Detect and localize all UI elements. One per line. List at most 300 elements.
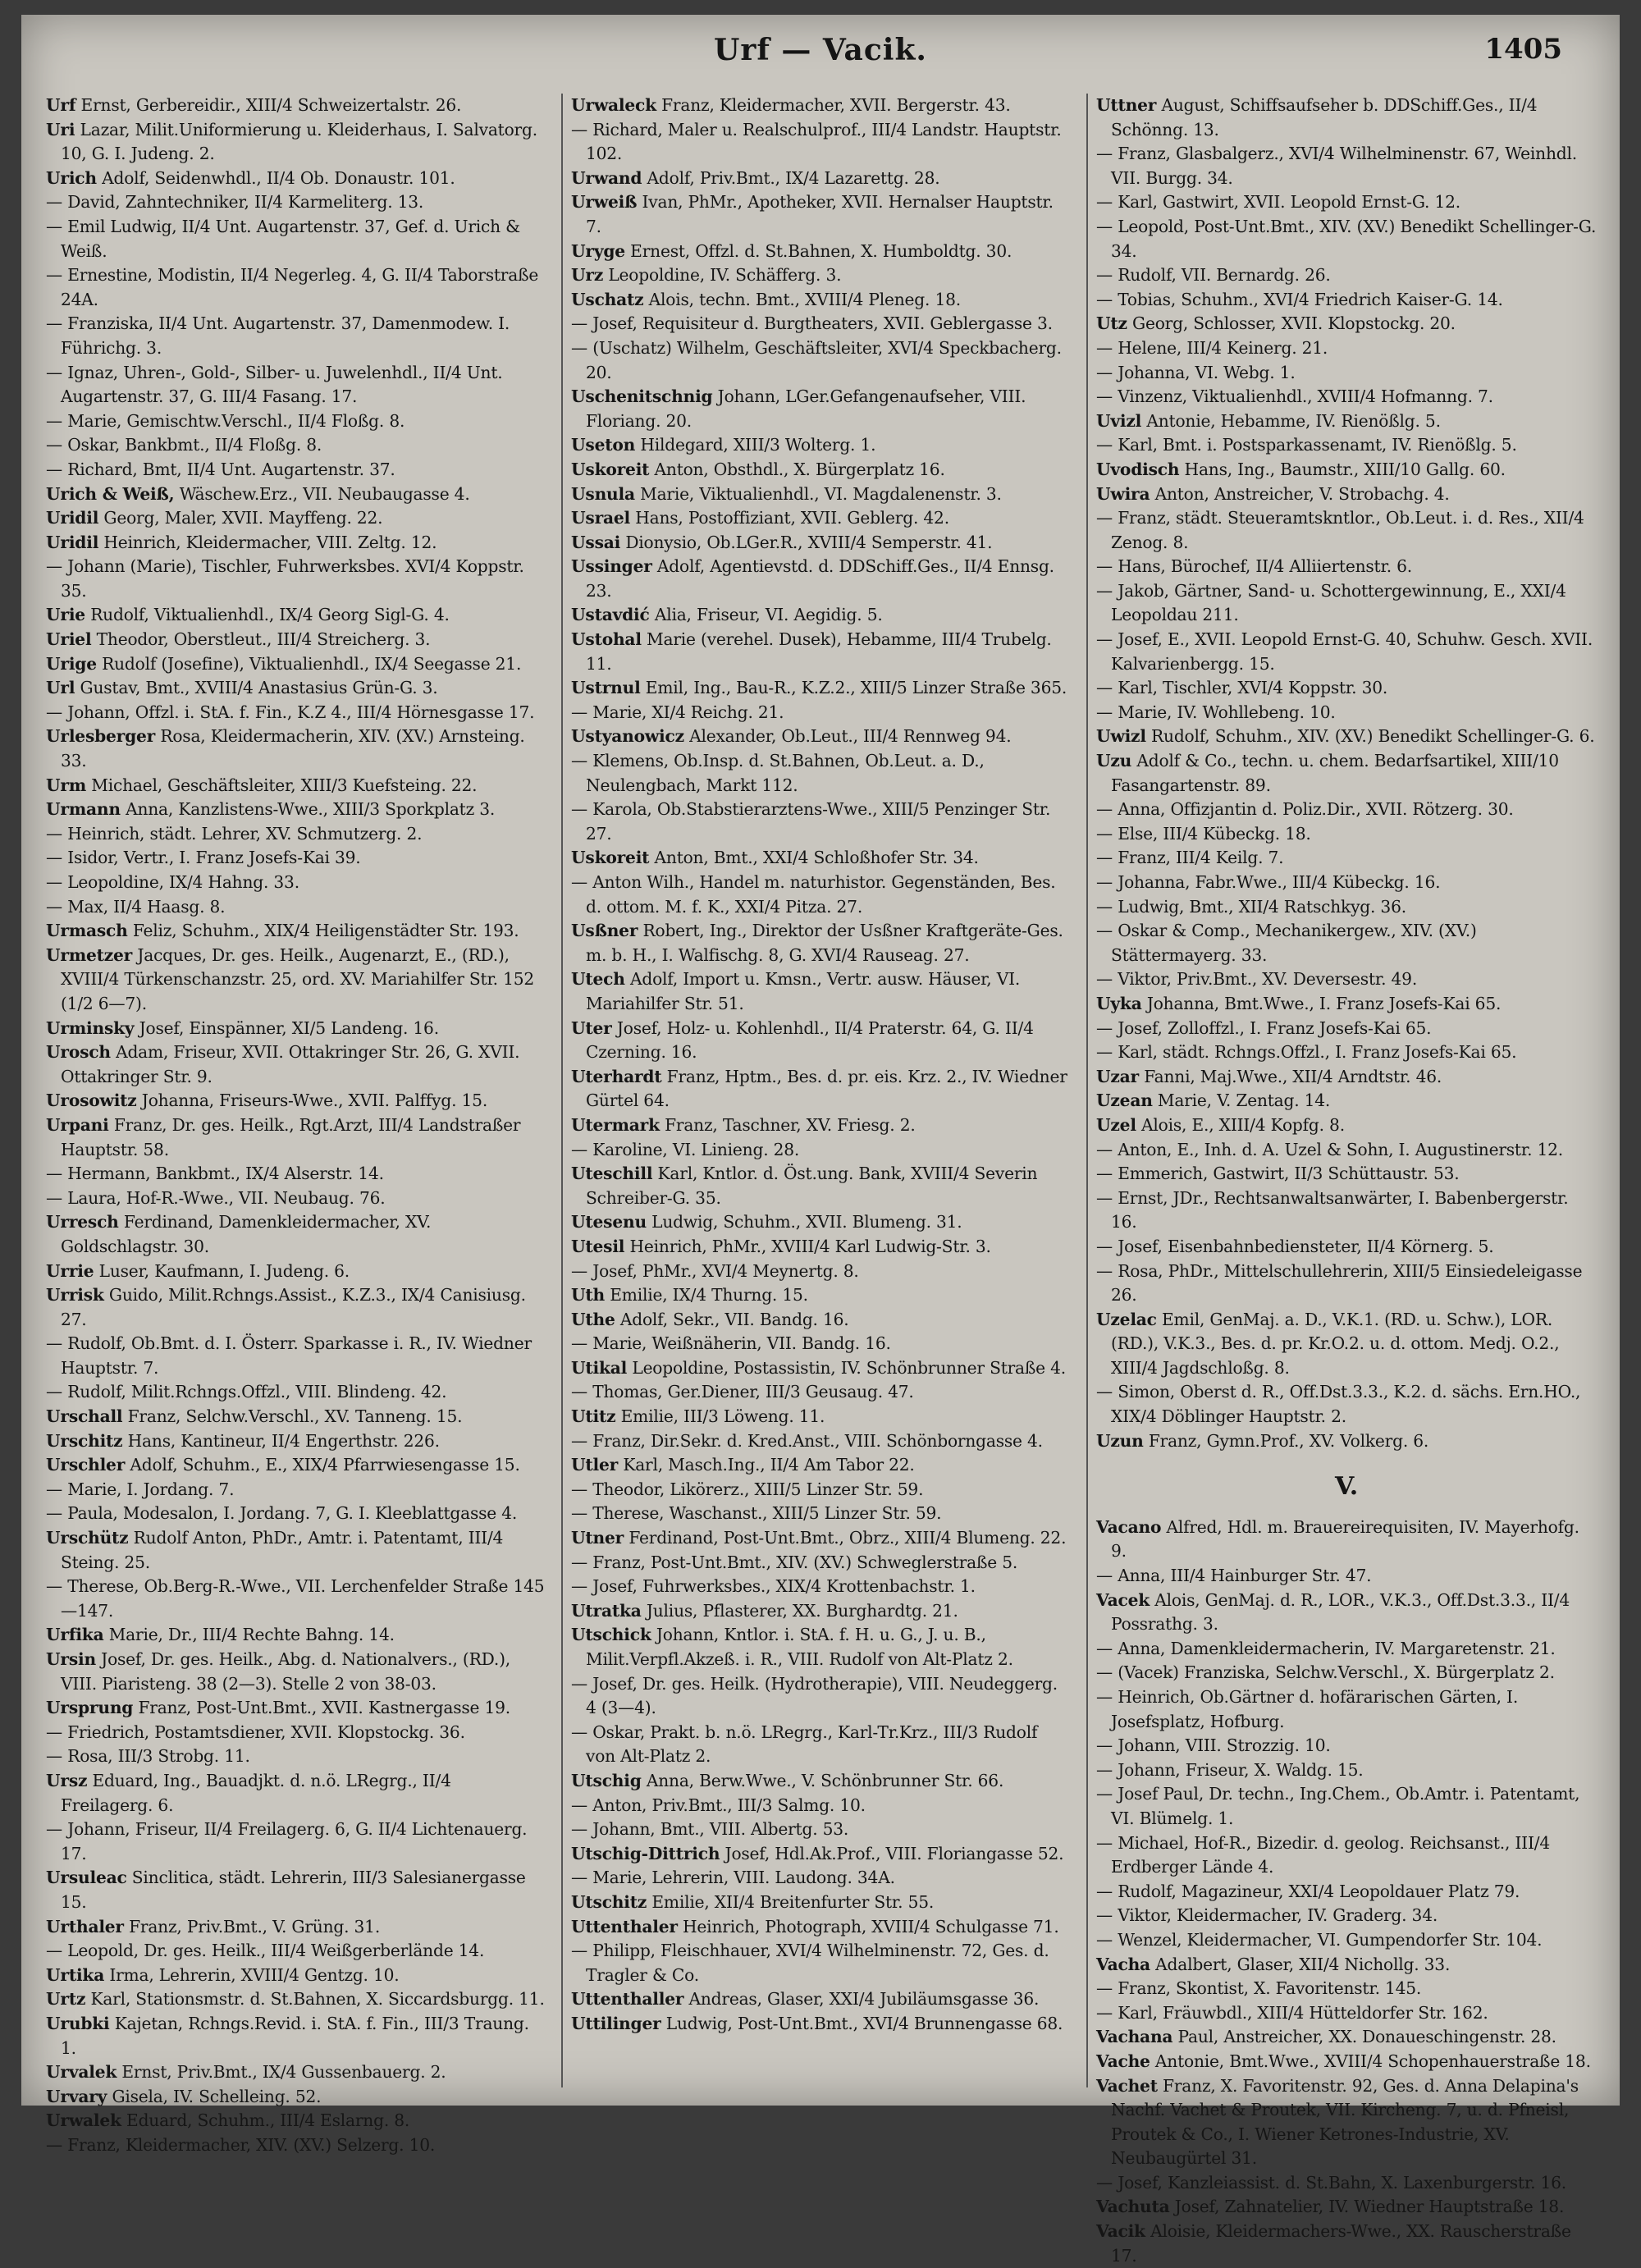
directory-entry <box>571 336 1072 385</box>
entry-details: — Karola, Ob.Stabstierarztens-Wwe., XIII/5 Penzinger Str. 27. <box>571 799 1051 844</box>
directory-entry <box>1096 749 1597 798</box>
entry-details: Antonie, Bmt.Wwe., XVIII/4 Schopenhauerstraße 18. <box>1154 2051 1591 2071</box>
entry-surname: Uridil <box>46 508 99 528</box>
directory-entry <box>571 288 1072 313</box>
directory-entry <box>46 1721 546 1745</box>
directory-entry <box>571 1915 1072 1940</box>
directory-entry <box>571 1429 1072 1454</box>
entry-surname: Uwizl <box>1096 726 1146 747</box>
entry-details: Emilie, III/3 Löweng. 11. <box>620 1406 825 1427</box>
directory-entry <box>571 190 1072 239</box>
entry-surname: Utschig <box>571 1770 642 1790</box>
entry-surname: Ursz <box>46 1770 88 1790</box>
entry-details: Anton, Obsthdl., X. Bürgerplatz 16. <box>654 459 945 479</box>
directory-entry <box>46 1040 546 1089</box>
entry-details: Johann, LGer.Gefangenaufseher, VIII. Floriang. 20. <box>586 386 1026 431</box>
entry-surname: Uvodisch <box>1096 459 1180 479</box>
entry-details: Adolf, Agentievstd. d. DDSchiff.Ges., II/4 Ennsg. 23. <box>586 556 1054 601</box>
entry-details: — Ernestine, Modistin, II/4 Negerleg. 4, G. II/4 Taborstraße 24A. <box>46 265 539 309</box>
entry-details: Michael, Geschäftsleiter, XIII/3 Kuefsteing. 22. <box>91 775 478 795</box>
entry-details: Adolf, Priv.Bmt., IX/4 Lazarettg. 28. <box>647 167 940 188</box>
entry-details: Eduard, Schuhm., III/4 Eslarng. 8. <box>126 2110 410 2131</box>
directory-entry <box>571 1356 1072 1381</box>
entry-surname: Urschler <box>46 1455 126 1475</box>
directory-entry <box>1096 1429 1597 1454</box>
entry-surname: Ussinger <box>571 556 652 577</box>
directory-entry <box>1096 2001 1597 2026</box>
entry-surname: Uschenitschnig <box>571 386 713 407</box>
directory-entry <box>46 1915 546 1940</box>
directory-entry <box>571 1453 1072 1478</box>
entry-details: — Franz, Glasbalgerz., XVI/4 Wilhelminenstr. 67, Weinhdl. VII. Burgg. 34. <box>1096 144 1577 188</box>
entry-surname: Urminsky <box>46 1017 135 1038</box>
entry-details: Gustav, Bmt., XVIII/4 Anastasius Grün-G. 3. <box>80 678 438 698</box>
directory-entry <box>1096 2050 1597 2074</box>
entry-surname: Urosowitz <box>46 1091 137 1111</box>
entry-details: Hans, Ing., Baumstr., XIII/10 Gallg. 60. <box>1184 459 1506 479</box>
directory-entry <box>1096 846 1597 871</box>
directory-entry <box>1096 628 1597 676</box>
entry-surname: Utz <box>1096 313 1127 334</box>
directory-entry <box>46 628 546 652</box>
entry-surname: Utner <box>571 1528 624 1548</box>
entry-surname: Urrie <box>46 1260 94 1281</box>
entry-surname: Ustavdić <box>571 605 650 625</box>
directory-entry <box>571 1235 1072 1260</box>
entry-details: Ernst, Priv.Bmt., IX/4 Gussenbauerg. 2. <box>121 2062 446 2083</box>
entry-details: Ferdinand, Post-Unt.Bmt., Obrz., XIII/4 Blumeng. 22. <box>629 1528 1067 1548</box>
entry-details: — Franz, III/4 Keilg. 7. <box>1096 848 1284 868</box>
entry-details: Franz, Kleidermacher, XVII. Bergerstr. 43. <box>661 95 1011 115</box>
entry-details: — Ignaz, Uhren-, Gold-, Silber- u. Juwelenhdl., II/4 Unt. Augartenstr. 37, G. III/4 Fasang. 17. <box>46 362 503 407</box>
entry-details: Antonie, Hebamme, IV. Rienößlg. 5. <box>1146 410 1441 431</box>
page-header <box>21 33 1620 82</box>
entry-surname: Ustyanowicz <box>571 726 684 747</box>
entry-surname: Uzean <box>1096 1091 1153 1111</box>
entry-surname: Urwand <box>571 167 642 188</box>
directory-entry <box>46 1575 546 1623</box>
column-2 <box>561 94 1072 2087</box>
directory-entry <box>46 1089 546 1113</box>
directory-entry <box>46 798 546 822</box>
directory-entry <box>1096 1089 1597 1113</box>
directory-entry <box>46 531 546 556</box>
entry-details: — Marie, Gemischtw.Verschl., II/4 Floßg. 8. <box>46 410 405 431</box>
entry-details: Marie, Viktualienhdl., VI. Magdalenenstr. 3. <box>640 483 1002 504</box>
entry-surname: Uteschill <box>571 1164 653 1184</box>
entry-details: Emil, Ing., Bau-R., K.Z.2., XIII/5 Linzer Straße 365. <box>645 678 1067 698</box>
entry-details: — Rudolf, Magazineur, XXI/4 Leopoldauer Platz 79. <box>1096 1881 1520 1901</box>
directory-entry <box>46 1017 546 1041</box>
entry-details: Karl, Kntlor. d. Öst.ung. Bank, XVIII/4 Severin Schreiber-G. 35. <box>586 1164 1038 1208</box>
entry-details: — Jakob, Gärtner, Sand- u. Schottergewinnung, E., XXI/4 Leopoldau 211. <box>1096 580 1566 625</box>
directory-entry <box>571 94 1072 118</box>
entry-details: Karl, Stationsmstr. d. St.Bahnen, X. Siccardsburgg. 11. <box>90 1989 545 2010</box>
entry-details: Georg, Maler, XVII. Mayffeng. 22. <box>103 508 383 528</box>
directory-entry <box>1096 798 1597 822</box>
entry-details: Alexander, Ob.Leut., III/4 Rennweg 94. <box>689 726 1012 747</box>
directory-entry <box>571 871 1072 919</box>
directory-entry <box>571 1551 1072 1575</box>
directory-entry <box>571 1939 1072 1987</box>
directory-entry <box>571 312 1072 336</box>
directory-entry <box>1096 725 1597 749</box>
directory-entry <box>571 2012 1072 2037</box>
directory-entry <box>571 385 1072 433</box>
entry-details: Josef, Holz- u. Kohlenhdl., II/4 Praterstr. 64, G. II/4 Czerning. 16. <box>586 1017 1034 1063</box>
directory-entry <box>571 967 1072 1016</box>
directory-entry <box>1096 2171 1597 2196</box>
entry-details: — Johanna, Fabr.Wwe., III/4 Kübeckg. 16. <box>1096 872 1441 892</box>
entry-details: — Richard, Bmt, II/4 Unt. Augartenstr. 37. <box>46 459 395 479</box>
entry-surname: Urubki <box>46 2013 110 2033</box>
directory-entry <box>571 433 1072 458</box>
entry-details: Emilie, XII/4 Breitenfurter Str. 55. <box>651 1891 935 1912</box>
entry-surname: Utesenu <box>571 1212 647 1232</box>
directory-entry <box>1096 336 1597 361</box>
directory-entry <box>46 361 546 409</box>
directory-entry <box>1096 1138 1597 1163</box>
directory-entry <box>1096 1782 1597 1831</box>
directory-entry <box>46 652 546 677</box>
entry-details: Alia, Friseur, VI. Aegidig. 5. <box>654 605 883 625</box>
entry-surname: Urf <box>46 95 76 115</box>
entry-details: — Heinrich, städt. Lehrer, XV. Schmutzerg. 2. <box>46 823 423 844</box>
entry-details: — Paula, Modesalon, I. Jordang. 7, G. I. Kleeblattgasse 4. <box>46 1503 518 1524</box>
entry-details: — Josef, Zolloffzl., I. Franz Josefs-Kai 65. <box>1096 1017 1432 1038</box>
directory-entry <box>46 555 546 603</box>
directory-entry <box>571 1332 1072 1356</box>
entry-surname: Uzel <box>1096 1114 1136 1135</box>
entry-details: — Max, II/4 Haasg. 8. <box>46 896 226 917</box>
directory-entry <box>571 1017 1072 1065</box>
entry-details: — Anna, III/4 Hainburger Str. 47. <box>1096 1566 1372 1586</box>
directory-entry <box>1096 409 1597 434</box>
entry-surname: Vacha <box>1096 1954 1150 1974</box>
entry-details: Heinrich, Kleidermacher, VIII. Zeltg. 12. <box>103 532 437 552</box>
entry-details: — Anna, Offizjantin d. Poliz.Dir., XVII. Rötzerg. 30. <box>1096 799 1514 820</box>
directory-entry <box>46 895 546 920</box>
entry-details: — Karl, Bmt. i. Postsparkassenamt, IV. Rienößlg. 5. <box>1096 435 1517 455</box>
entry-details: Paul, Anstreicher, XX. Donaueschingenstr. 28. <box>1177 2027 1556 2047</box>
entry-details: Guido, Milit.Rchngs.Assist., K.Z.3., IX/4 Canisiusg. 27. <box>61 1285 526 1329</box>
directory-entry <box>1096 919 1597 967</box>
entry-details: — Leopold, Dr. ges. Heilk., III/4 Weißgerberlände 14. <box>46 1941 485 1961</box>
entry-surname: Uzelac <box>1096 1309 1157 1329</box>
directory-entry <box>46 1818 546 1866</box>
entry-details: — Rudolf, VII. Bernardg. 26. <box>1096 265 1331 286</box>
directory-entry <box>46 1332 546 1380</box>
entry-details: — Josef, Kanzleiassist. d. St.Bahn, X. Laxenburgerstr. 16. <box>1096 2172 1567 2193</box>
entry-details: Josef, Dr. ges. Heilk., Abg. d. Nationalvers., (RD.), VIII. Piaristeng. 38 (2—3). Stelle 2 von 38-03. <box>61 1649 510 1694</box>
entry-details: Emilie, IX/4 Thurng. 15. <box>610 1285 808 1305</box>
directory-entry <box>46 1283 546 1332</box>
directory-entry <box>1096 1516 1597 1564</box>
entry-details: — Leopold, Post-Unt.Bmt., XIV. (XV.) Benedikt Schellinger-G. 34. <box>1096 216 1597 261</box>
entry-details: Ivan, PhMr., Apotheker, XVII. Hernalser Hauptstr. 7. <box>586 192 1054 236</box>
entry-details: Franz, Priv.Bmt., V. Grüng. 31. <box>129 1916 381 1936</box>
directory-entry <box>46 482 546 507</box>
running-title: Urf — Vacik. <box>714 33 927 67</box>
directory-entry <box>571 1162 1072 1210</box>
entry-details: Robert, Ing., Direktor der Usßner Kraftgeräte-Ges. m. b. H., I. Walfischg. 8, G. XVI/4 Rauseag. 27. <box>586 921 1063 965</box>
directory-entry <box>571 1599 1072 1624</box>
directory-entry <box>1096 2074 1597 2171</box>
entry-details: — Rosa, PhDr., Mittelschullehrerin, XIII/5 Einsiedeleigasse 26. <box>1096 1260 1583 1305</box>
entry-surname: Urschütz <box>46 1528 129 1548</box>
directory-entry <box>46 1478 546 1502</box>
entry-surname: Uzar <box>1096 1066 1139 1086</box>
directory-entry <box>46 506 546 531</box>
entry-details: — Franziska, II/4 Unt. Augartenstr. 37, Damenmodew. I. Führichg. 3. <box>46 313 510 358</box>
entry-details: — Michael, Hof-R., Bizedir. d. geolog. Reichsanst., III/4 Erdberger Lände 4. <box>1096 1832 1550 1877</box>
directory-entry <box>1096 1065 1597 1090</box>
directory-entry <box>46 1162 546 1187</box>
entry-details: Lazar, Milit.Uniformierung u. Kleiderhaus, I. Salvatorg. 10, G. I. Judeng. 2. <box>61 119 537 164</box>
directory-entry <box>1096 555 1597 579</box>
directory-entry <box>1096 1380 1597 1429</box>
entry-details: Wäschew.Erz., VII. Neubaugasse 4. <box>179 483 470 504</box>
entry-details: Johanna, Friseurs-Wwe., XVII. Palffyg. 15. <box>141 1091 488 1111</box>
entry-details: — Josef, Fuhrwerksbes., XIX/4 Krottenbachstr. 1. <box>571 1576 976 1597</box>
directory-entry <box>1096 312 1597 336</box>
entry-details: — Philipp, Fleischhauer, XVI/4 Wilhelminenstr. 72, Ges. d. Tragler & Co. <box>571 1941 1049 1985</box>
entry-surname: Urwalek <box>46 2110 121 2131</box>
entry-details: — Emmerich, Gastwirt, II/3 Schüttaustr. 53. <box>1096 1164 1460 1184</box>
entry-details: — Johann, Friseur, X. Waldg. 15. <box>1096 1759 1364 1780</box>
entry-details: Marie, V. Zentag. 14. <box>1157 1091 1331 1111</box>
directory-entry <box>571 1672 1072 1721</box>
directory-entry <box>1096 1831 1597 1880</box>
entry-details: — Simon, Oberst d. R., Off.Dst.3.3., K.2. d. sächs. Ern.HO., XIX/4 Döblinger Hauptstr. 2. <box>1096 1382 1581 1427</box>
entry-surname: Uthe <box>571 1309 615 1329</box>
entry-surname: Uvizl <box>1096 410 1142 431</box>
entry-surname: Uwira <box>1096 483 1150 504</box>
entry-details: — Ernst, JDr., Rechtsanwaltsanwärter, I. Babenbergerstr. 16. <box>1096 1187 1569 1232</box>
entry-surname: Uttilinger <box>571 2013 661 2033</box>
directory-entry <box>46 1210 546 1259</box>
entry-surname: Uzun <box>1096 1430 1144 1451</box>
directory-entry <box>1096 142 1597 190</box>
directory-entry <box>1096 701 1597 725</box>
entry-details: — Heinrich, Ob.Gärtner d. hofärarischen Gärten, I. Josefsplatz, Hofburg. <box>1096 1687 1519 1731</box>
entry-details: Hans, Postoffiziant, XVII. Geblerg. 42. <box>635 508 949 528</box>
entry-details: — Karl, Tischler, XVI/4 Koppstr. 30. <box>1096 678 1388 698</box>
entry-surname: Ursin <box>46 1649 96 1669</box>
entry-surname: Urschall <box>46 1406 123 1427</box>
section-heading: V. <box>1334 1472 1359 1502</box>
entry-surname: Urosch <box>46 1042 111 1063</box>
directory-entry <box>1096 579 1597 628</box>
directory-entry <box>1096 506 1597 555</box>
entry-surname: Urz <box>571 265 604 286</box>
directory-entry <box>46 1744 546 1769</box>
directory-entry <box>1096 1637 1597 1662</box>
directory-entry <box>46 2060 546 2085</box>
entry-details: Leopoldine, Postassistin, IV. Schönbrunner Straße 4. <box>632 1357 1067 1378</box>
directory-entry <box>46 312 546 360</box>
entry-details: — Viktor, Kleidermacher, IV. Graderg. 34. <box>1096 1905 1438 1926</box>
entry-details: — Franz, Dir.Sekr. d. Kred.Anst., VIII. Schönborngasse 4. <box>571 1430 1043 1451</box>
entry-details: — Marie, I. Jordang. 7. <box>46 1479 235 1499</box>
entry-details: — Johanna, VI. Webg. 1. <box>1096 362 1296 382</box>
directory-entry <box>571 506 1072 531</box>
directory-entry <box>571 1405 1072 1429</box>
entry-details: Alfred, Hdl. m. Brauereirequisiten, IV. Mayerhofg. 9. <box>1111 1516 1579 1562</box>
entry-details: — (Uschatz) Wilhelm, Geschäftsleiter, XVI/4 Speckbacherg. 20. <box>571 337 1062 382</box>
directory-entry <box>46 1113 546 1162</box>
directory-entry <box>46 94 546 118</box>
entry-surname: Urlesberger <box>46 726 156 747</box>
entry-details: Rudolf, Viktualienhdl., IX/4 Georg Sigl-G. 4. <box>90 605 450 625</box>
directory-entry <box>1096 2195 1597 2220</box>
directory-entry <box>46 1405 546 1429</box>
entry-details: Julius, Pflasterer, XX. Burghardtg. 21. <box>646 1600 958 1621</box>
entry-details: — Karoline, VI. Linieng. 28. <box>571 1139 800 1159</box>
entry-surname: Uttner <box>1096 95 1157 115</box>
entry-details: — Josef, E., XVII. Leopold Ernst-G. 40, Schuhw. Gesch. XVII. Kalvarienbergg. 15. <box>1096 629 1593 674</box>
entry-surname: Uskoreit <box>571 848 650 868</box>
directory-entry <box>1096 215 1597 263</box>
directory-entry <box>571 676 1072 701</box>
directory-entry <box>46 215 546 263</box>
entry-details: Heinrich, Photograph, XVIII/4 Schulgasse 71. <box>683 1916 1059 1936</box>
entry-surname: Uschatz <box>571 289 644 309</box>
entry-surname: Urthaler <box>46 1916 124 1936</box>
directory-entry <box>571 1891 1072 1915</box>
directory-entry <box>1096 1734 1597 1758</box>
directory-entry <box>1096 1880 1597 1904</box>
entry-details: — Franz, Kleidermacher, XIV. (XV.) Selzerg. 10. <box>46 2134 436 2155</box>
entry-details: Franz, Selchw.Verschl., XV. Tanneng. 15. <box>127 1406 463 1427</box>
entry-details: — Anton Wilh., Handel m. naturhistor. Gegenständen, Bes. d. ottom. M. f. K., XXI/4 Pitza. 27. <box>571 872 1056 917</box>
entry-details: — Friedrich, Postamtsdiener, XVII. Klopstockg. 36. <box>46 1722 465 1742</box>
directory-entry <box>46 603 546 628</box>
entry-surname: Usßner <box>571 921 638 941</box>
directory-entry <box>571 1380 1072 1405</box>
entry-surname: Utikal <box>571 1357 628 1378</box>
entry-details: — Hermann, Bankbmt., IX/4 Alserstr. 14. <box>46 1164 384 1184</box>
entry-surname: Utschitz <box>571 1891 647 1912</box>
directory-entry <box>1096 2220 1597 2268</box>
entry-details: Aloisie, Kleidermachers-Wwe., XX. Rauscherstraße 17. <box>1111 2221 1571 2266</box>
entry-details: Rudolf, Schuhm., XIV. (XV.) Benedikt Schellinger-G. 6. <box>1151 726 1595 747</box>
directory-entry <box>46 433 546 458</box>
entry-details: Theodor, Oberstleut., III/4 Streicherg. 3. <box>96 629 431 650</box>
directory-entry <box>46 2085 546 2110</box>
directory-entry <box>571 1283 1072 1308</box>
directory-entry <box>1096 992 1597 1017</box>
entry-details: Hildegard, XIII/3 Wolterg. 1. <box>640 435 876 455</box>
entry-details: Anton, Anstreicher, V. Strobachg. 4. <box>1154 483 1450 504</box>
directory-entry <box>46 1648 546 1696</box>
entry-details: — Helene, III/4 Keinerg. 21. <box>1096 337 1328 358</box>
entry-details: Ludwig, Schuhm., XVII. Blumeng. 31. <box>651 1212 962 1232</box>
entry-details: — Josef, Dr. ges. Heilk. (Hydrotherapie), VIII. Neudeggerg. 4 (3—4). <box>571 1673 1058 1718</box>
directory-entry <box>46 263 546 312</box>
entry-surname: Urpani <box>46 1114 109 1135</box>
entry-details: Adolf & Co., techn. u. chem. Bedarfsartikel, XIII/10 Fasangartenstr. 89. <box>1111 751 1559 795</box>
entry-surname: Urmasch <box>46 921 128 941</box>
entry-details: — Marie, IV. Wohllebeng. 10. <box>1096 702 1336 722</box>
entry-details: Adolf, Schuhm., E., XIX/4 Pfarrwiesengasse 15. <box>130 1455 520 1475</box>
entry-details: — Anton, Priv.Bmt., III/3 Salmg. 10. <box>571 1795 866 1815</box>
directory-entry <box>1096 1017 1597 1041</box>
directory-entry <box>571 555 1072 603</box>
entry-details: Anna, Kanzlistens-Wwe., XIII/3 Sporkplatz 3. <box>126 799 496 820</box>
directory-entry <box>46 1260 546 1284</box>
directory-entry <box>571 118 1072 167</box>
entry-surname: Uzu <box>1096 751 1132 771</box>
directory-entry <box>571 1721 1072 1769</box>
directory-entry <box>571 1526 1072 1551</box>
entry-surname: Utschick <box>571 1625 651 1645</box>
directory-entry <box>46 919 546 944</box>
entry-details: Josef, Zahnatelier, IV. Wiedner Hauptstraße 18. <box>1174 2197 1565 2217</box>
entry-details: — Else, III/4 Kübeckg. 18. <box>1096 823 1311 844</box>
entry-details: — Emil Ludwig, II/4 Unt. Augartenstr. 37, Gef. d. Urich & Weiß. <box>46 216 520 261</box>
directory-entry <box>571 701 1072 725</box>
directory-entry <box>46 1502 546 1526</box>
entry-details: — Johann, Friseur, II/4 Freilagerg. 6, G. II/4 Lichtenauerg. 17. <box>46 1819 528 1863</box>
entry-surname: Uttenthaller <box>571 1989 684 2010</box>
directory-entry <box>46 1866 546 1914</box>
entry-surname: Utschig-Dittrich <box>571 1843 720 1863</box>
entry-details: Franz, Post-Unt.Bmt., XVII. Kastnergasse 19. <box>138 1698 510 1718</box>
directory-entry <box>46 822 546 847</box>
directory-entry <box>46 118 546 167</box>
directory-entry <box>571 725 1072 749</box>
directory-entry <box>571 1502 1072 1526</box>
directory-entry <box>46 871 546 895</box>
directory-entry <box>1096 967 1597 992</box>
directory-entry <box>46 1987 546 2012</box>
directory-entry <box>46 190 546 215</box>
directory-entry <box>571 1842 1072 1867</box>
entry-details: Franz, Gymn.Prof., XV. Volkerg. 6. <box>1148 1430 1429 1451</box>
directory-entry <box>1096 190 1597 215</box>
directory-entry <box>1096 385 1597 409</box>
directory-entry <box>46 1964 546 1988</box>
entry-details: — Franz, Post-Unt.Bmt., XIV. (XV.) Schweglerstraße 5. <box>571 1552 1018 1572</box>
directory-entry <box>571 749 1072 798</box>
entry-details: Adalbert, Glaser, XII/4 Nichollg. 33. <box>1155 1954 1451 1974</box>
entry-details: Marie, Dr., III/4 Rechte Bahng. 14. <box>108 1625 395 1645</box>
entry-surname: Uyka <box>1096 993 1142 1013</box>
entry-surname: Utesil <box>571 1236 625 1256</box>
entry-surname: Urie <box>46 605 85 625</box>
entry-details: — Oskar & Comp., Mechanikergew., XIV. (XV.) Stättermayerg. 33. <box>1096 921 1477 965</box>
entry-details: — Rudolf, Milit.Rchngs.Offzl., VIII. Blindeng. 42. <box>46 1382 447 1402</box>
directory-entry <box>46 167 546 191</box>
directory-entry <box>46 1429 546 1454</box>
entry-details: — Johann, Offzl. i. StA. f. Fin., K.Z 4., III/4 Hörnesgasse 17. <box>46 702 535 722</box>
entry-surname: Urschitz <box>46 1430 123 1451</box>
entry-surname: Urich & Weiß, <box>46 483 175 504</box>
entry-details: — Hans, Bürochef, II/4 Alliiertenstr. 6. <box>1096 556 1412 577</box>
directory-entry <box>1096 1661 1597 1685</box>
entry-details: Johanna, Bmt.Wwe., I. Franz Josefs-Kai 65. <box>1146 993 1502 1013</box>
entry-details: Rosa, Kleidermacherin, XIV. (XV.) Arnsteing. 33. <box>61 726 525 771</box>
directory-entry <box>1096 458 1597 482</box>
page-number: 1405 <box>1484 33 1562 66</box>
entry-details: Leopoldine, IV. Schäfferg. 3. <box>608 265 842 286</box>
entry-details: — Karl, städt. Rchngs.Offzl., I. Franz Josefs-Kai 65. <box>1096 1042 1517 1063</box>
entry-details: — Therese, Ob.Berg-R.-Wwe., VII. Lerchenfelder Straße 145—147. <box>46 1576 545 1621</box>
entry-details: Hans, Kantineur, II/4 Engerthstr. 226. <box>127 1430 440 1451</box>
directory-entry <box>571 1818 1072 1842</box>
entry-details: Alois, GenMaj. d. R., LOR., V.K.3., Off.Dst.3.3., II/4 Possrathg. 3. <box>1111 1589 1570 1635</box>
